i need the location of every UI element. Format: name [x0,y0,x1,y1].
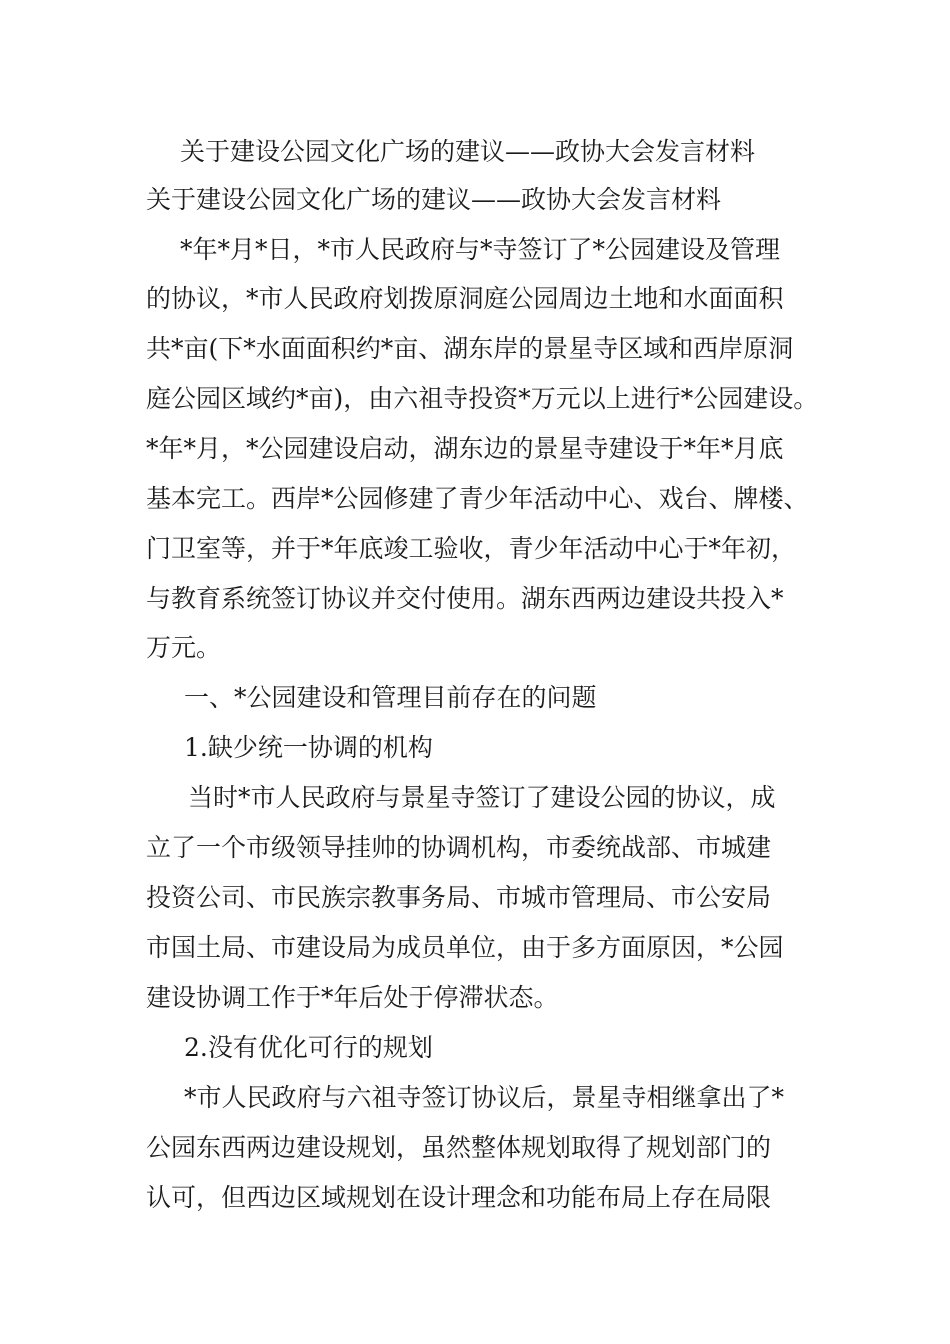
paragraph-line: 市国土局、市建设局为成员单位，由于多方面原因，*公园 [146,933,784,962]
document-subtitle: 关于建设公园文化广场的建议——政协大会发言材料 [146,185,722,214]
paragraph-line: 的协议，*市人民政府划拨原洞庭公园周边土地和水面面积 [146,284,784,313]
subsection-heading: 2.没有优化可行的规划 [184,1033,433,1062]
paragraph-line: 共*亩(下*水面面积约*亩、湖东岸的景星寺区域和西岸原洞 [146,334,794,363]
paragraph-line: 基本完工。西岸*公园修建了青少年活动中心、戏台、牌楼、 [146,484,809,513]
paragraph-line: *年*月，*公园建设启动，湖东边的景星寺建设于*年*月底 [146,434,784,463]
section-heading: 一、*公园建设和管理目前存在的问题 [184,683,597,712]
paragraph-line: 门卫室等，并于*年底竣工验收，青少年活动中心于*年初， [146,534,797,563]
paragraph-line: 当时*市人民政府与景星寺签订了建设公园的协议，成 [188,783,776,812]
paragraph-line: 万元。 [146,633,222,662]
paragraph-line: 投资公司、市民族宗教事务局、市城市管理局、市公安局 [146,883,772,912]
paragraph-line: *年*月*日，*市人民政府与*寺签订了*公园建设及管理 [180,235,781,264]
paragraph-line: 认可，但西边区域规划在设计理念和功能布局上存在局限 [146,1183,772,1212]
paragraph-line: 建设协调工作于*年后处于停滞状态。 [146,983,559,1012]
paragraph-line: 庭公园区域约*亩)，由六祖寺投资*万元以上进行*公园建设。 [146,384,819,413]
document-title: 关于建设公园文化广场的建议——政协大会发言材料 [180,137,756,166]
paragraph-line: 公园东西两边建设规划，虽然整体规划取得了规划部门的 [146,1133,772,1162]
paragraph-line: 立了一个市级领导挂帅的协调机构，市委统战部、市城建 [146,833,772,862]
subsection-heading: 1.缺少统一协调的机构 [184,733,433,762]
paragraph-line: *市人民政府与六祖寺签订协议后，景星寺相继拿出了* [184,1083,785,1112]
paragraph-line: 与教育系统签订协议并交付使用。湖东西两边建设共投入* [146,584,784,613]
